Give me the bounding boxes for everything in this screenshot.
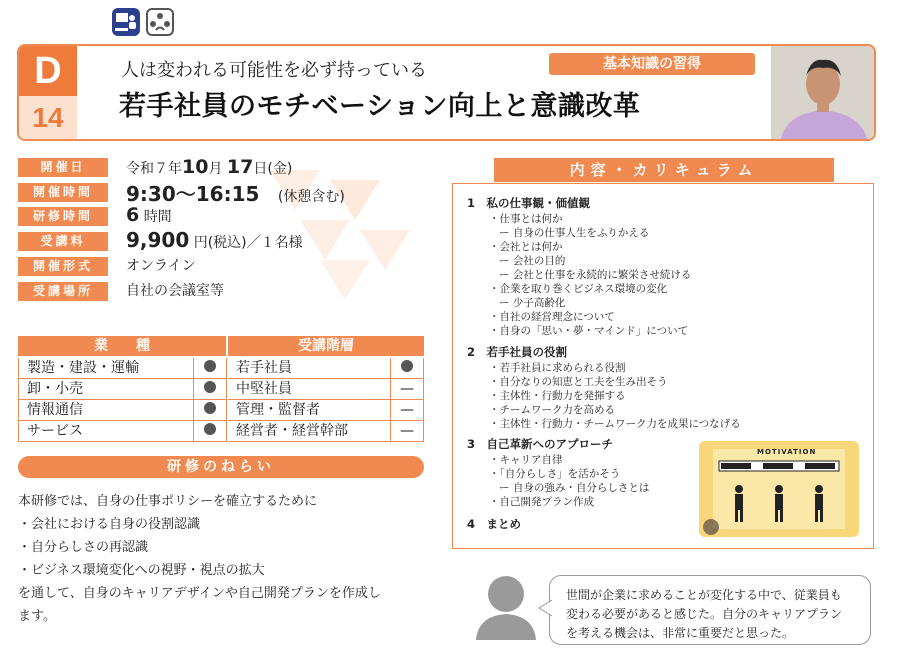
hours-label: 研修時間 [18,207,108,226]
course-code [19,46,77,139]
level-mark: — [390,379,424,400]
date-era: 令和７年 [126,161,182,177]
venue-value: 自社の会議室等 [126,283,224,299]
aim-line: 本研修では、自身の仕事ポリシーを確立するために [18,494,318,509]
curriculum-item: ・自己開発プラン作成 [489,496,594,508]
curriculum-box [452,183,874,549]
aim-heading: 研修のねらい [18,456,424,478]
curriculum-item: ・自社の経営理念について [489,311,615,323]
hours-unit: 時間 [143,209,172,225]
curriculum-sub: ー 自身の強み・自分らしさとは [499,482,650,494]
curriculum-item: ・主体性・行動力・チームワーク力を成果につなげる [489,418,741,430]
curriculum-item: ・チームワーク力を高める [489,404,615,416]
hours-value [126,204,172,226]
curriculum-section: 4 まとめ [467,517,522,531]
curriculum-sub: ー 少子高齢化 [499,297,566,309]
curriculum-item: ・キャリア自律 [489,454,563,466]
curriculum-item: ・若手社員に求められる役割 [489,362,626,374]
aim-line: ます。 [18,609,56,624]
course-subtitle: 人は変われる可能性を必ず持っている [121,60,427,81]
aim-line: を通して、自身のキャリアデザインや自己開発プランを作成し [18,586,381,601]
fee-label: 受講料 [18,232,108,251]
time-range: 9:30～16:15 [126,182,260,206]
date-label: 開催日 [18,158,108,177]
course-code-number: 14 [19,96,77,139]
curriculum-section: 2 若手社員の役割 [467,345,568,359]
voice-line: 世間が企業に求めることが変化する中で、従業員も [566,588,842,602]
curriculum-item: ・自身の「思い・夢・マインド」について [489,325,689,337]
curriculum-sub: ー 会社の目的 [499,255,566,267]
fee-value [126,228,303,252]
aim-line: ・会社における自身の役割認識 [18,517,201,532]
bubble-tail [538,598,552,618]
date-value [126,156,292,178]
table-header-industry: 業 種 [18,336,226,356]
curriculum-section: 3 自己革新へのアプローチ [467,437,614,451]
level-mark [390,358,424,379]
curriculum-sub: ー 自身の仕事人生をふりかえる [499,227,650,239]
curriculum-item: ・「自分らしさ」を活かそう [489,468,621,480]
course-header [17,44,876,141]
aim-line: ・自分らしさの再認識 [18,540,149,555]
category-badge: 基本知識の習得 [549,53,755,75]
time-value [126,178,345,207]
group-icon [146,8,174,36]
hours-number: 6 [126,204,140,226]
motivation-label: MOTIVATION [757,448,817,456]
curriculum-item: ・自分なりの知恵と工夫を生み出そう [489,376,668,388]
fee-number: 9,900 [126,228,190,252]
format-value: オンライン [126,258,196,274]
fee-unit: 円(税込)／１名様 [193,235,303,251]
curriculum-heading: 内容・カリキュラム [494,158,834,182]
table-row-level: 中堅社員 [228,379,390,400]
table-row-level: 経営者・経営幹部 [228,421,390,442]
time-note: (休憩含む) [277,189,345,205]
curriculum-item: ・仕事とは何か [489,213,563,225]
industry-mark [193,400,227,421]
table-row-industry: 情報通信 [18,400,193,421]
motivation-illustration [699,439,859,539]
table-row-industry: 卸・小売 [18,379,193,400]
course-title: 若手社員のモチベーション向上と意識改革 [119,91,641,122]
level-mark: — [390,421,424,442]
classroom-icon [112,8,140,36]
curriculum-item: ・会社とは何か [489,241,563,253]
date-month-unit: 月 [208,161,223,177]
course-code-letter: D [19,46,77,96]
table-header-level: 受講階層 [228,336,424,356]
instructor-photo [771,46,876,139]
participant-avatar [474,572,538,640]
aim-line: ・ビジネス環境変化への視野・視点の拡大 [18,563,265,578]
time-label: 開催時間 [18,183,108,202]
participant-voice-bubble [549,575,871,645]
industry-mark [193,421,227,442]
format-label: 開催形式 [18,257,108,276]
voice-line: 変わる必要があると感じた。自分のキャリアプラン [566,607,843,621]
date-month: 10 [182,156,209,178]
table-row-industry: 製造・建設・運輸 [18,358,193,379]
voice-line: を考える機会は、非常に重要だと思った。 [566,626,795,640]
table-row-level: 若手社員 [228,358,390,379]
curriculum-section: 1 私の仕事観・価値観 [467,196,591,210]
level-mark: — [390,400,424,421]
curriculum-item: ・企業を取り巻くビジネス環境の変化 [489,283,668,295]
date-day: 17 [226,156,254,178]
venue-label: 受講場所 [18,282,108,301]
table-row-industry: サービス [18,421,193,442]
table-row-level: 管理・監督者 [228,400,390,421]
date-day-unit: 日(金) [253,161,293,177]
industry-mark [193,358,227,379]
curriculum-item: ・主体性・行動力を発揮する [489,390,626,402]
curriculum-sub: ー 会社と仕事を永続的に繁栄させ続ける [499,269,692,281]
industry-mark [193,379,227,400]
